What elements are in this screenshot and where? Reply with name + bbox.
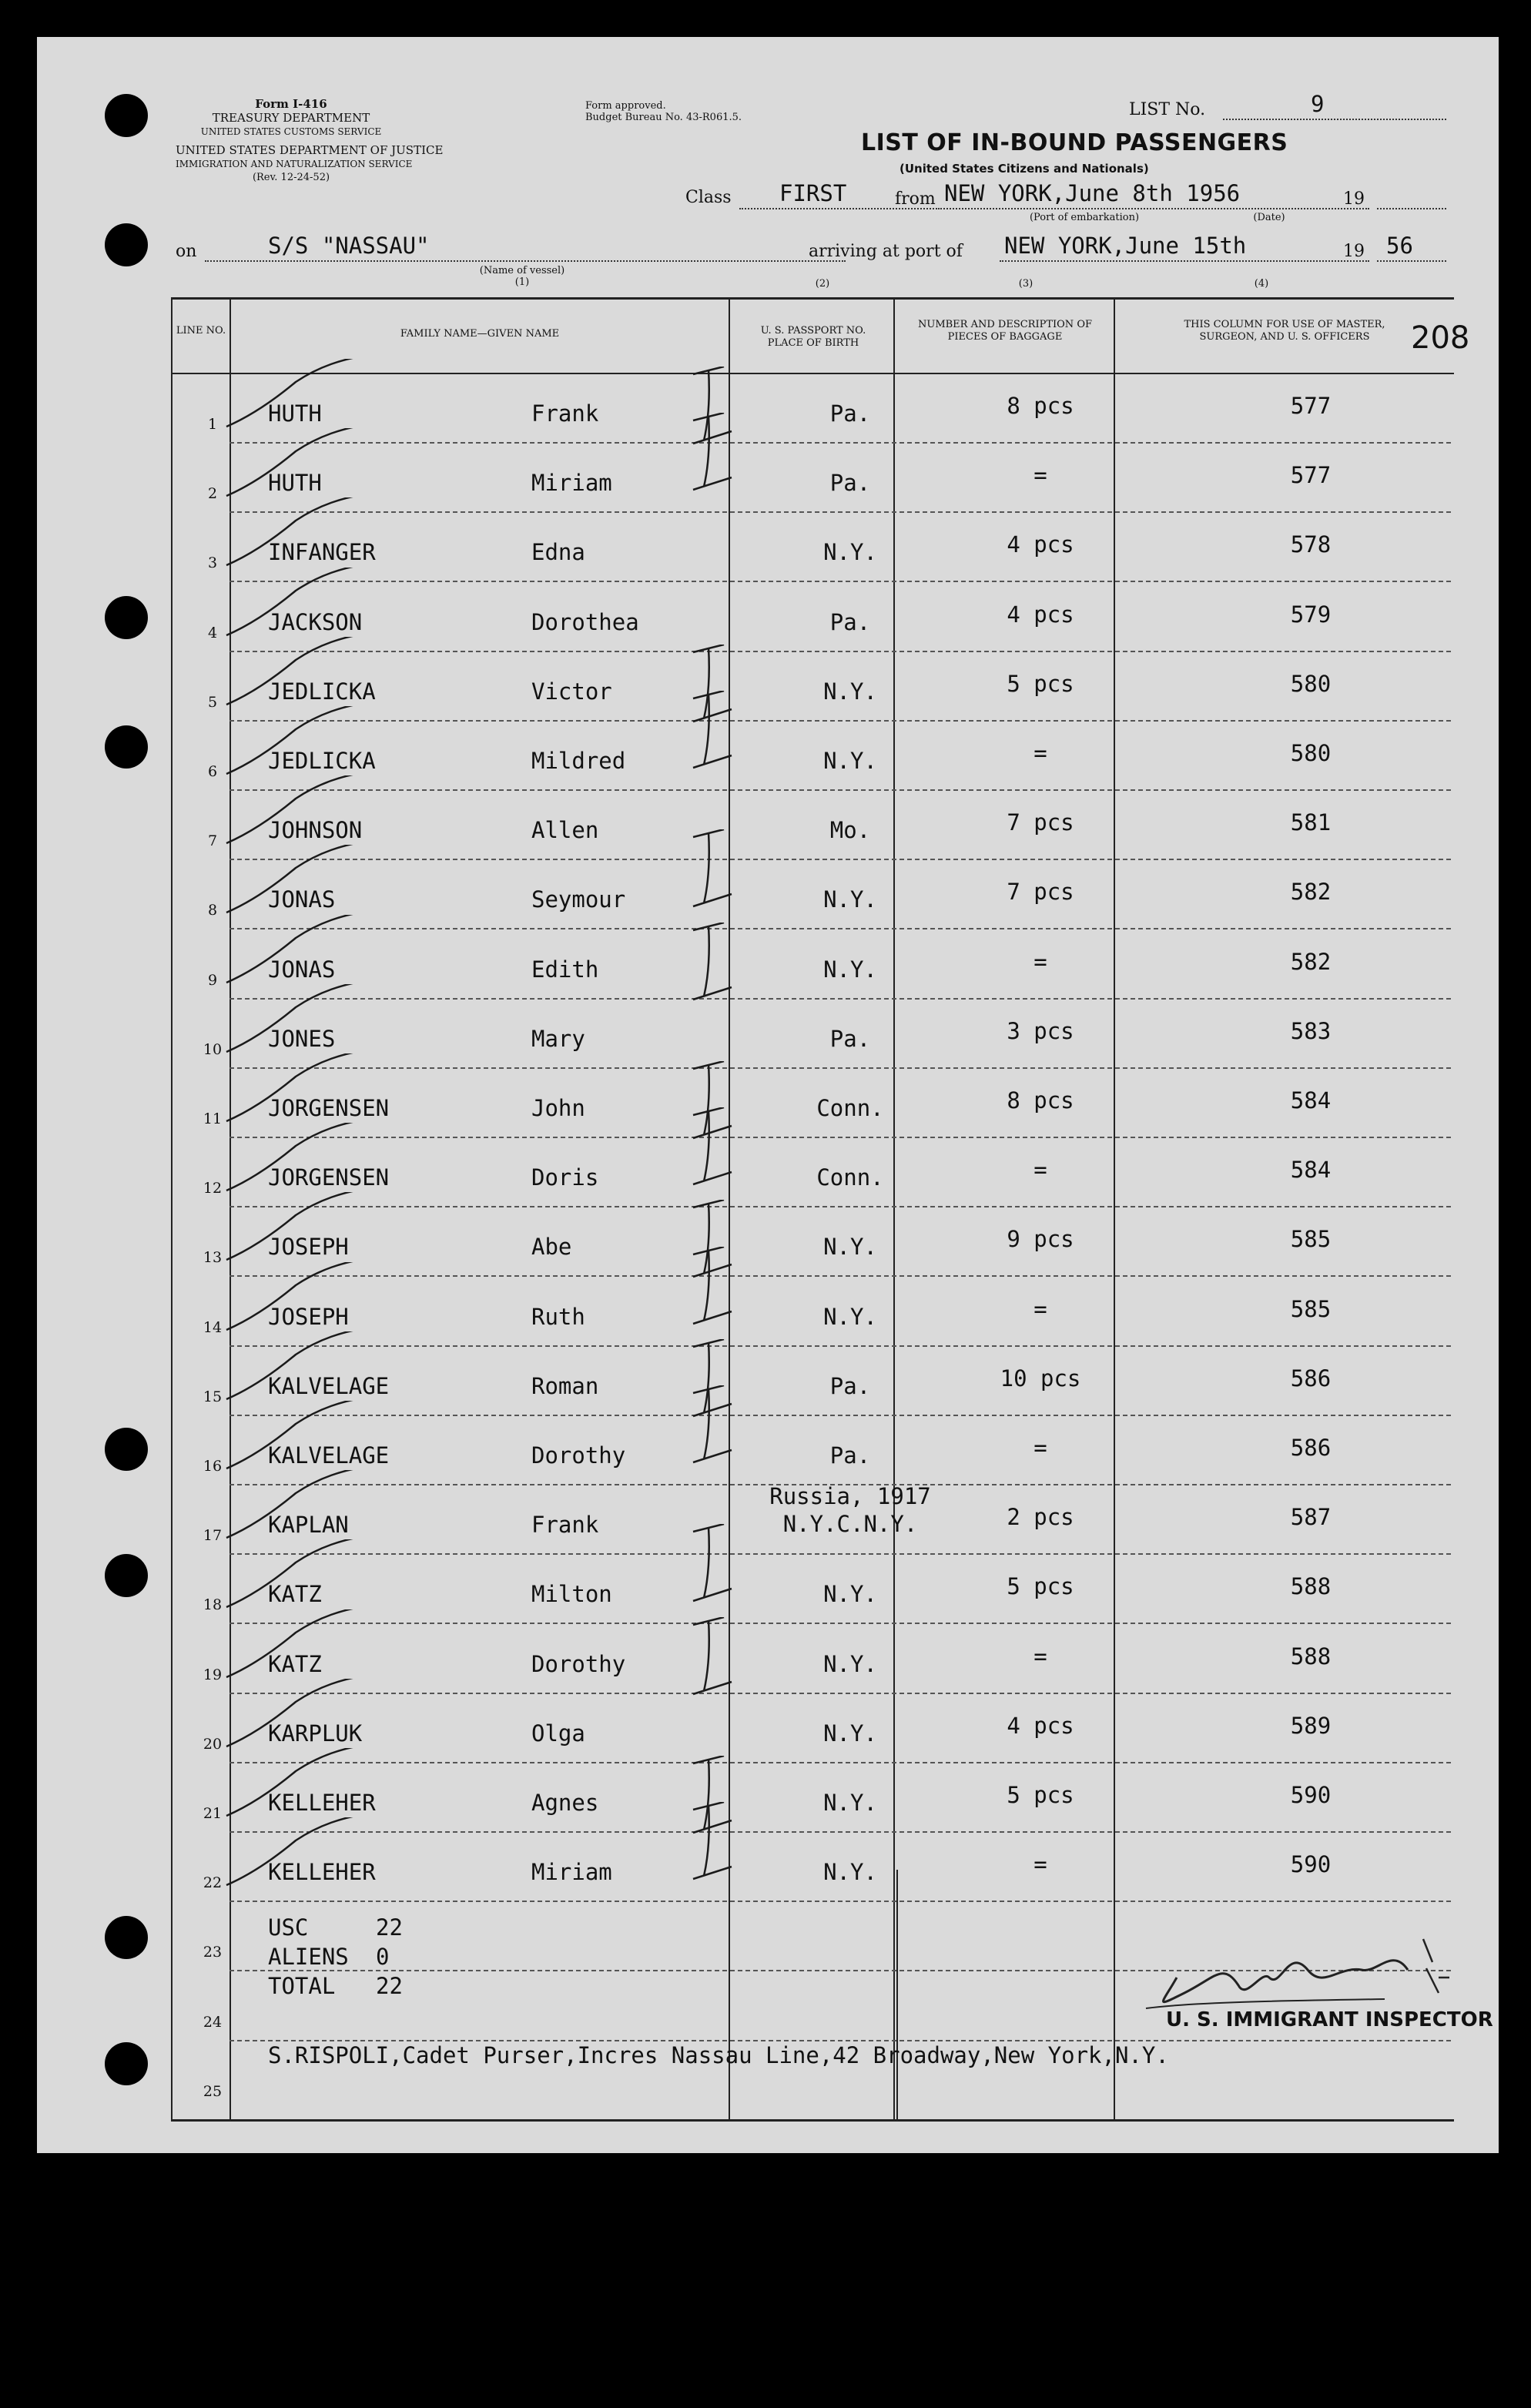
given-name: Allen [531,817,599,844]
table-row [37,1833,1499,1902]
family-name: JONAS [268,956,336,983]
usc-row [268,1913,403,1942]
list-no-value: 9 [1311,91,1325,117]
officer-number: 579 [1290,601,1332,628]
officer-number: 584 [1290,1157,1332,1184]
place-of-birth: Pa. [829,1025,871,1052]
budget-label: Budget Bureau No. 43-R061.5. [585,112,742,123]
family-name: HUTH [268,470,322,497]
vessel-caption [445,265,599,288]
arriving-line [1000,260,1369,262]
family-name: JEDLICKA [268,678,376,705]
vessel-line [205,260,846,262]
family-name: JOHNSON [268,817,363,844]
header-line-no: LINE NO. [176,325,226,337]
officer-number: 587 [1290,1504,1332,1531]
officer-number: 590 [1290,1851,1332,1878]
family-name: JONAS [268,886,336,913]
arriving-year: 56 [1386,233,1413,259]
given-name: Frank [531,1512,599,1539]
place-of-birth: N.Y. [823,748,877,774]
customs-label: UNITED STATES CUSTOMS SERVICE [200,126,382,137]
punch-hole [105,94,148,137]
line-number: 11 [203,1110,223,1127]
given-name: Milton [531,1581,612,1608]
date-caption: (Date) [1253,212,1285,223]
justice-label: UNITED STATES DEPARTMENT OF JUSTICE [176,143,444,157]
from-label: from [895,189,936,209]
baggage: 4 pcs [1007,601,1074,628]
column-1-caption: (1) [514,276,530,288]
baggage: = [1034,1435,1047,1461]
vessel-caption-text: (Name of vessel) [479,265,565,276]
given-name: Miriam [531,470,612,497]
port-embarkation-caption: (Port of embarkation) [1029,212,1140,223]
aliens-row [268,1942,403,1971]
officer-number: 585 [1290,1295,1332,1322]
given-name: Edith [531,956,599,983]
from-line [938,208,1369,209]
handwritten-mark-icon [685,1524,747,1609]
form-department-block [176,97,407,139]
from-value: NEW YORK,June 8th 1956 [944,180,1241,206]
given-name: Miriam [531,1859,612,1886]
baggage: 5 pcs [1007,1573,1074,1600]
place-of-birth: N.Y. [823,1581,877,1608]
officer-number: 580 [1290,670,1332,697]
handwritten-mark-icon [685,1617,747,1702]
header-passport: U. S. PASSPORT NO. PLACE OF BIRTH [760,325,866,349]
line-number: 9 [207,971,218,989]
baggage: 10 pcs [1000,1365,1081,1392]
line-number: 18 [203,1596,223,1614]
column-4-caption: (4) [1254,278,1269,290]
family-name: JORGENSEN [268,1095,390,1121]
given-name: Edna [531,539,585,566]
baggage: 3 pcs [1007,1017,1074,1044]
line-number: 17 [203,1527,223,1545]
baggage: 4 pcs [1007,1712,1074,1739]
given-name: Seymour [531,886,626,913]
line-number: 15 [203,1388,223,1405]
usc-label: USC [268,1914,309,1941]
family-name: KARPLUK [268,1720,363,1747]
handwritten-mark-icon [685,1385,747,1470]
officer-number: 588 [1290,1573,1332,1600]
place-of-birth: N.Y. [823,956,877,983]
given-name: John [531,1095,585,1121]
officer-number: 586 [1290,1435,1332,1461]
list-no-label: LIST No. [1129,100,1206,119]
place-of-birth: Pa. [829,608,871,635]
line-number: 1 [207,416,218,433]
family-name: KELLEHER [268,1790,376,1816]
officer-number: 580 [1290,740,1332,766]
given-name: Abe [531,1234,572,1261]
family-name: JONES [268,1025,336,1052]
given-name: Agnes [531,1790,599,1816]
given-name: Dorothy [531,1650,626,1677]
line-number: 14 [203,1318,223,1336]
arriving-year-line [1377,260,1446,262]
approval-note [585,100,742,123]
line-number: 16 [203,1458,223,1475]
given-name: Roman [531,1372,599,1399]
officer-number: 586 [1290,1365,1332,1392]
line-number: 2 [207,485,218,503]
place-of-birth: N.Y. [823,678,877,705]
baggage: 9 pcs [1007,1226,1074,1253]
place-of-birth: Conn. [816,1095,884,1121]
line-number: 21 [203,1805,223,1822]
place-of-birth: N.Y. [823,1790,877,1816]
column-3-caption: (3) [1018,278,1034,290]
family-name: KALVELAGE [268,1372,390,1399]
place-of-birth: N.Y. [823,539,877,566]
officer-number: 585 [1290,1226,1332,1253]
total-row [268,1971,403,2001]
line-number: 13 [203,1249,223,1267]
class-label: Class [685,188,732,207]
year-prefix: 19 [1343,189,1365,209]
manifest-sheet [37,37,1499,2153]
baggage: = [1034,1643,1047,1670]
baggage: = [1034,740,1047,766]
family-name: KATZ [268,1581,322,1608]
baggage: 2 pcs [1007,1504,1074,1531]
officer-number: 581 [1290,809,1332,836]
officer-number: 588 [1290,1643,1332,1670]
baggage: 5 pcs [1007,1782,1074,1808]
header-baggage: NUMBER AND DESCRIPTION OF PIECES OF BAGGAGE [917,319,1092,343]
page-title: LIST OF IN-BOUND PASSENGERS [861,129,1288,156]
given-name: Frank [531,400,599,427]
on-label: on [176,242,197,261]
place-of-birth: Pa. [829,400,871,427]
aliens-value: 0 [376,1944,390,1970]
line-number: 3 [207,554,218,572]
given-name: Ruth [531,1303,585,1330]
year-line [1377,208,1446,209]
given-name: Victor [531,678,612,705]
officer-number: 577 [1290,393,1332,419]
handwritten-mark-icon [685,691,747,775]
place-of-birth: Pa. [829,1442,871,1469]
page-subtitle: (United States Citizens and Nationals) [900,162,1149,176]
family-name: KAPLAN [268,1512,349,1539]
family-name: JORGENSEN [268,1164,390,1191]
baggage: = [1034,948,1047,975]
baggage: 4 pcs [1007,531,1074,558]
line-number: 6 [207,763,218,780]
baggage: 8 pcs [1007,393,1074,419]
place-of-birth: N.Y. [823,1859,877,1886]
form-number: Form I-416 [255,97,327,111]
place-of-birth: N.Y. [823,1720,877,1747]
officer-number: 583 [1290,1017,1332,1044]
line-number: 10 [203,1040,223,1058]
given-name: Mildred [531,748,626,774]
officer-number: 582 [1290,879,1332,906]
line-number: 19 [203,1666,223,1683]
handwritten-mark-icon [685,413,747,497]
line-number: 7 [207,832,218,850]
line-number: 20 [203,1735,223,1753]
line-number: 23 [203,1944,223,1961]
aliens-label: ALIENS [268,1944,349,1970]
page-number: 208 [1411,320,1470,356]
handwritten-mark-icon [685,1247,747,1331]
arriving-label: arriving at port of [809,242,963,261]
total-value: 22 [376,1973,403,1999]
check-mark-icon [219,1817,388,1902]
place-of-birth: N.Y. [823,1234,877,1261]
handwritten-mark-icon [685,1802,747,1887]
line-number: 24 [203,2013,223,2031]
header-name: FAMILY NAME—GIVEN NAME [400,328,560,340]
given-name: Dorothea [531,608,639,635]
arriving-value: NEW YORK,June 15th [1004,233,1247,259]
family-name: KATZ [268,1650,322,1677]
line-number: 12 [203,1180,223,1197]
family-name: JOSEPH [268,1234,349,1261]
handwritten-mark-icon [685,829,747,914]
line-number: 22 [203,1874,223,1892]
baggage: = [1034,1157,1047,1184]
baggage: 8 pcs [1007,1087,1074,1114]
place-of-birth: Pa. [829,470,871,497]
line-number: 4 [207,624,218,641]
revision-label: (Rev. 12-24-52) [252,172,330,183]
total-label: TOTAL [268,1973,336,1999]
punch-hole [105,223,148,266]
baggage: 5 pcs [1007,670,1074,697]
place-of-birth: Conn. [816,1164,884,1191]
family-name: JEDLICKA [268,748,376,774]
table-top-border [171,297,1454,300]
officer-number: 582 [1290,948,1332,975]
given-name: Dorothy [531,1442,626,1469]
inspector-label: U. S. IMMIGRANT INSPECTOR [1166,2008,1493,2031]
totals-block [268,1913,403,2001]
column-2-caption: (2) [815,278,830,290]
ins-label: IMMIGRATION AND NATURALIZATION SERVICE [176,159,413,169]
officer-number: 590 [1290,1782,1332,1808]
justice-block [176,143,444,185]
given-name: Mary [531,1025,585,1052]
family-name: KELLEHER [268,1859,376,1886]
list-no-line [1223,119,1446,120]
place-of-birth: Mo. [829,817,871,844]
vessel-name: S/S "NASSAU" [268,233,430,259]
class-value: FIRST [779,180,847,206]
place-of-birth: N.Y. [823,886,877,913]
place-of-birth: Russia, 1917 N.Y.C.N.Y. [769,1483,931,1538]
baggage: = [1034,1295,1047,1322]
usc-value: 22 [376,1914,403,1941]
arriving-year-prefix: 19 [1343,242,1365,261]
family-name: INFANGER [268,539,376,566]
place-of-birth: N.Y. [823,1303,877,1330]
line-number: 25 [203,2082,223,2100]
family-name: JACKSON [268,608,363,635]
family-name: JOSEPH [268,1303,349,1330]
line-number: 8 [207,902,218,919]
place-of-birth: Pa. [829,1372,871,1399]
officer-number: 577 [1290,462,1332,489]
given-name: Olga [531,1720,585,1747]
family-name: HUTH [268,400,322,427]
header-officers: THIS COLUMN FOR USE OF MASTER, SURGEON, AND U. S. OFFICERS [1184,319,1385,343]
baggage: = [1034,1851,1047,1878]
handwritten-mark-icon [685,923,747,1007]
family-name: KALVELAGE [268,1442,390,1469]
purser-line: S.RISPOLI,Cadet Purser,Incres Nassau Line,42 Broadway,New York,N.Y. [268,2042,1169,2068]
table-bottom-border [171,2119,1454,2122]
officer-number: 578 [1290,531,1332,558]
baggage: 7 pcs [1007,879,1074,906]
officer-number: 589 [1290,1712,1332,1739]
baggage: 7 pcs [1007,809,1074,836]
inspector-signature [1131,1931,1454,2016]
treasury-label: TREASURY DEPARTMENT [212,111,370,125]
officer-number: 584 [1290,1087,1332,1114]
approved-label: Form approved. [585,100,666,112]
given-name: Doris [531,1164,599,1191]
handwritten-mark-icon [685,1107,747,1192]
line-number: 5 [207,693,218,711]
baggage: = [1034,462,1047,489]
place-of-birth: N.Y. [823,1650,877,1677]
